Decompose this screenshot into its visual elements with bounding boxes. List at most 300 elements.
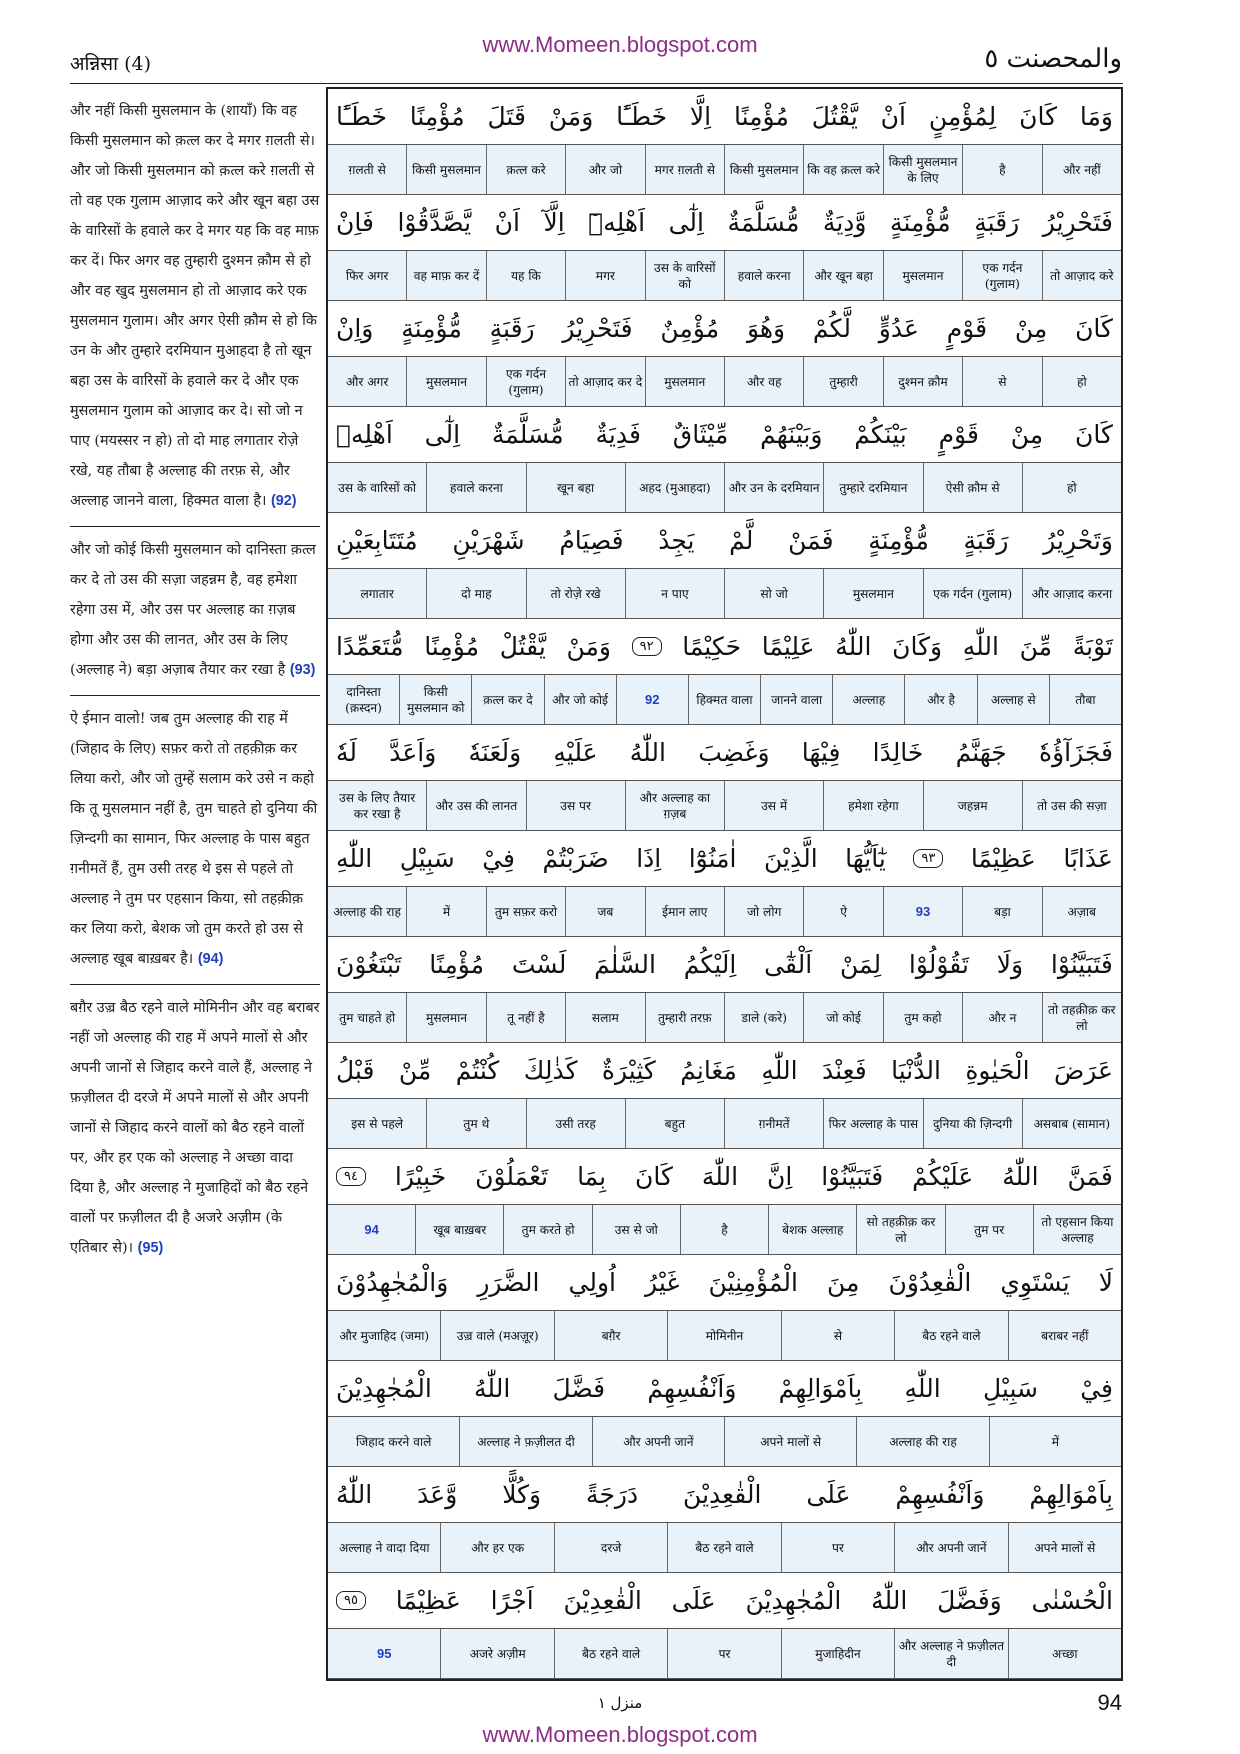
- meaning-cell: अज़ाब: [1042, 887, 1121, 936]
- arabic-word: لَسْتَ: [511, 950, 567, 980]
- meaning-cell: हो: [1022, 463, 1121, 512]
- meaning-cell: पर: [781, 1523, 894, 1572]
- arabic-word: السَّلٰمَ: [594, 950, 656, 980]
- ayah-marker: ٩٤: [336, 1167, 366, 1186]
- meaning-cell: तो एहसान किया अल्लाह: [1033, 1205, 1121, 1254]
- arabic-word: فَعِنْدَ: [821, 1056, 867, 1086]
- arabic-word: مُّؤْمِنَةٍ: [890, 208, 951, 238]
- meaning-cell: खूब बाख़बर: [415, 1205, 503, 1254]
- arabic-word: فَصِيَامُ: [559, 526, 624, 556]
- arabic-word: مُّسَلَّمَةٌ: [727, 208, 800, 238]
- arabic-word: مِّنَ: [1019, 632, 1053, 662]
- arabic-word: اَنْ: [880, 102, 906, 132]
- arabic-word: جَهَنَّمُ: [955, 738, 1007, 768]
- meaning-cell: हवाले करना: [426, 463, 525, 512]
- arabic-word: اِذَا: [636, 844, 662, 874]
- arabic-word: مُّتَعَمِّدًا: [336, 632, 404, 662]
- meaning-cell: सो तहक़ीक़ कर लो: [856, 1205, 944, 1254]
- arabic-word: اللّٰهِ: [904, 1374, 941, 1404]
- meaning-cell: खून बहा: [526, 463, 625, 512]
- translation-paragraph: [70, 993, 320, 1273]
- meaning-cell: डाले (करे): [724, 993, 803, 1042]
- meaning-row: [328, 1310, 1121, 1361]
- arabic-word: اَنْ: [494, 208, 520, 238]
- arabic-line: [328, 725, 1121, 780]
- arabic-word: دَرَجَةً: [586, 1480, 639, 1510]
- arabic-line: [328, 1149, 1121, 1204]
- arabic-word: مُّؤْمِنَةٍ: [868, 526, 929, 556]
- arabic-word: مِنْ: [1014, 314, 1048, 344]
- ayah-marker: ٩٥: [336, 1591, 366, 1610]
- arabic-line: [328, 619, 1121, 674]
- meaning-cell: दरजे: [554, 1523, 667, 1572]
- arabic-word: وَبَيْنَهُمْ: [760, 420, 823, 450]
- meaning-cell: किसी मुसलमान के लिए: [883, 145, 962, 194]
- meaning-cell: है: [962, 145, 1041, 194]
- meaning-row: [328, 886, 1121, 937]
- arabic-word: فَتَبَيَّنُوْا: [1050, 950, 1113, 980]
- meaning-cell: तौबा: [1049, 675, 1121, 724]
- meaning-cell: तुम चाहते हो: [339, 1010, 396, 1025]
- arabic-word: اِلَّآ: [543, 208, 565, 238]
- arabic-word: كَانَ: [1075, 314, 1113, 344]
- meaning-cell: अल्लाह: [832, 675, 904, 724]
- translation-paragraph: [70, 96, 320, 527]
- arabic-word: اللّٰهِ: [962, 632, 999, 662]
- arabic-word: فَدِيَةٌ: [595, 420, 641, 450]
- translation-text: ऐ ईमान वालो! जब तुम अल्लाह की राह में (जिहाद के लिए) सफ़र करो तो तहक़ीक़ कर लिया करो, और जो तुम्हें सलाम करे उसे न कहो कि तू मुसलमान नहीं है, तुम चाहते हो दुनिया की ज़िन्दगी का सामान, फिर अल्लाह के पास बहुत ग़नीमतें हैं, तुम उसी तरह थे इस से पहले तो अल्लाह ने तुम पर एहसान किया, सो तहक़ीक़ कर लिया करो, बेशक जो तुम करते हो उस से अल्लाह खूब बाख़बर है।: [70, 711, 318, 967]
- arabic-word: مُؤْمِنًا: [424, 632, 480, 662]
- arabic-word: اللّٰهُ: [474, 1374, 511, 1404]
- arabic-word: وَاَنْفُسِهِمْ: [647, 1374, 737, 1404]
- arabic-word: فِيْ: [482, 844, 516, 874]
- arabic-word: عَلَى: [671, 1586, 716, 1616]
- meaning-cell: उज़्र वाले (मअज़ूर): [440, 1311, 553, 1360]
- meaning-row: [328, 356, 1121, 407]
- meaning-cell: तुम थे: [426, 1099, 525, 1148]
- arabic-word: اِنَّ: [767, 1162, 793, 1192]
- arabic-word: بِاَمْوَالِهِمْ: [778, 1374, 863, 1404]
- arabic-word: الْقٰعِدِيْنَ: [563, 1586, 642, 1616]
- meaning-cell: मुजाहिदीन: [781, 1629, 894, 1678]
- arabic-line: [328, 1361, 1121, 1416]
- meaning-cell: सलाम: [565, 993, 644, 1042]
- meaning-row: [328, 1204, 1121, 1255]
- meaning-cell: अहद (मुआहदा): [625, 463, 724, 512]
- arabic-word: قَوْمٍ: [946, 314, 988, 344]
- meaning-cell: अल्लाह से: [977, 675, 1049, 724]
- arabic-word: لَّمْ: [729, 526, 754, 556]
- arabic-word: تَوْبَةً: [1072, 632, 1113, 662]
- meaning-cell: और आज़ाद करना: [1022, 569, 1121, 618]
- arabic-word: يَّصَّدَّقُوْا: [397, 208, 472, 238]
- arabic-word: فَتَبَيَّنُوْا: [821, 1162, 884, 1192]
- meaning-cell: इस से पहले: [351, 1116, 404, 1131]
- meaning-row: [328, 1522, 1121, 1573]
- arabic-line: [328, 1043, 1121, 1098]
- meaning-cell: जो कोई: [803, 993, 882, 1042]
- meaning-cell: हो: [1042, 357, 1121, 406]
- meaning-cell: बैठ रहने वाले: [554, 1629, 667, 1678]
- meaning-cell: एक गर्दन (गुलाम): [962, 251, 1041, 300]
- arabic-line: [328, 89, 1121, 144]
- meaning-cell: मुसलमान: [406, 993, 485, 1042]
- arabic-word: كُنْتُمْ: [455, 1056, 500, 1086]
- translation-text: बग़ैर उज़्र बैठ रहने वाले मोमिनीन और वह बराबर नहीं जो अल्लाह की राह में अपने मालों से और अपनी जानों से जिहाद करने वाले हैं, अल्लाह ने फ़ज़ीलत दी दरजे में अपने मालों से और अपनी जानों से जिहाद करने वालों को बैठ रहने वालों पर, और हर एक को अल्लाह ने अच्छा वादा दिया है, और अल्लाह ने मुजाहिदों को बैठ रहने वालों पर फ़ज़ीलत दी है अजरे अज़ीम (के एतिबार से)।: [70, 1000, 320, 1256]
- meaning-cell: 95: [377, 1645, 392, 1661]
- arabic-word: بَيْنَكُمْ: [854, 420, 907, 450]
- meaning-cell: असबाब (सामान): [1022, 1099, 1121, 1148]
- arabic-word: وَفَضَّلَ: [937, 1586, 1002, 1616]
- arabic-word: قَوْمٍ: [938, 420, 979, 450]
- meaning-row: [328, 992, 1121, 1043]
- arabic-word: وَكُلًّا: [502, 1480, 542, 1510]
- meaning-cell: उस से जो: [592, 1205, 680, 1254]
- arabic-word: وَاَعَدَّ: [389, 738, 437, 768]
- meaning-cell: तू नहीं है: [486, 993, 565, 1042]
- meaning-cell: बैठ रहने वाले: [667, 1523, 780, 1572]
- meaning-cell: दुनिया की ज़िन्दगी: [923, 1099, 1022, 1148]
- arabic-word: الْمُجٰهِدِيْنَ: [745, 1586, 842, 1616]
- arabic-word: وَتَحْرِيْرُ: [1043, 526, 1113, 556]
- meaning-cell: फिर अगर: [345, 268, 389, 283]
- arabic-word: رَقَبَةٍ: [963, 526, 1009, 556]
- arabic-word: مِنْ: [1010, 420, 1044, 450]
- meaning-cell: तुम कहो: [883, 993, 962, 1042]
- arabic-word: مَغَانِمُ: [680, 1056, 737, 1086]
- meaning-cell: 94: [364, 1221, 379, 1237]
- meaning-cell: और हर एक: [440, 1523, 553, 1572]
- translation-text: और जो कोई किसी मुसलमान को दानिस्ता क़त्ल कर दे तो उस की सज़ा जहन्नम है, वह हमेशा रहेगा उस में, और उस पर अल्लाह का ग़ज़ब होगा और उस की लानत, और उस के लिए (अल्लाह ने) बड़ा अज़ाब तैयार कर रखा है: [70, 542, 316, 678]
- meaning-cell: अपने मालों से: [1008, 1523, 1121, 1572]
- meaning-row: [328, 144, 1121, 195]
- arabic-word: لَا: [1098, 1268, 1113, 1298]
- meaning-cell: तो आज़ाद करे: [1042, 251, 1121, 300]
- meaning-cell: तो आज़ाद कर दे: [565, 357, 644, 406]
- meaning-cell: हिक्मत वाला: [688, 675, 760, 724]
- arabic-word: مُّسَلَّمَةٌ: [491, 420, 564, 450]
- meaning-cell: बड़ा: [962, 887, 1041, 936]
- meaning-cell: अपने मालों से: [724, 1417, 856, 1466]
- meaning-cell: एक गर्दन (गुलाम): [486, 357, 565, 406]
- arabic-word: اللّٰهِ: [761, 1056, 798, 1086]
- arabic-word: عَلِيْمًا: [761, 632, 815, 662]
- meaning-cell: 93: [883, 887, 962, 936]
- arabic-word: وَّدِيَةٌ: [822, 208, 867, 238]
- arabic-word: فَمَنَّ: [1067, 1162, 1113, 1192]
- arabic-word: بِمَا: [577, 1162, 607, 1192]
- ayah-marker: ٩٢: [632, 637, 662, 656]
- meaning-cell: मगर: [565, 251, 644, 300]
- meaning-cell: जो लोग: [724, 887, 803, 936]
- meaning-cell: जिहाद करने वाले: [356, 1434, 432, 1449]
- arabic-word: الضَّرَرِ: [477, 1268, 540, 1298]
- meaning-row: [328, 1416, 1121, 1467]
- arabic-word: اُولِي: [568, 1268, 616, 1298]
- arabic-word: اِلَيْكُمُ: [683, 950, 737, 980]
- meaning-cell: ग़लती से: [348, 162, 386, 177]
- meaning-cell: तो उस की सज़ा: [1022, 781, 1121, 830]
- meaning-cell: ऐ: [803, 887, 882, 936]
- arabic-word: تَقُوْلُوْا: [908, 950, 969, 980]
- arabic-word: كَانَ: [1019, 102, 1057, 132]
- arabic-word: تَبْتَغُوْنَ: [336, 950, 402, 980]
- meaning-row: [328, 780, 1121, 831]
- meaning-cell: और जो कोई: [544, 675, 616, 724]
- meaning-cell: दानिस्ता (क़स्दन): [345, 684, 382, 715]
- arabic-word: الْحَيٰوةِ: [965, 1056, 1030, 1086]
- arabic-word: فَضَّلَ: [552, 1374, 606, 1404]
- arabic-word: ضَرَبْتُمْ: [542, 844, 609, 874]
- meaning-cell: और है: [904, 675, 976, 724]
- meaning-cell: वह माफ़ कर दें: [406, 251, 485, 300]
- meaning-cell: एक गर्दन (गुलाम): [923, 569, 1022, 618]
- meaning-cell: और अपनी जानें: [592, 1417, 724, 1466]
- meaning-cell: किसी मुसलमान: [406, 145, 485, 194]
- arabic-line: [328, 1467, 1121, 1522]
- arabic-word: شَهْرَيْنِ: [452, 526, 525, 556]
- meaning-cell: जब: [565, 887, 644, 936]
- arabic-word: يَسْتَوِي: [1000, 1268, 1070, 1298]
- meaning-cell: जानने वाला: [760, 675, 832, 724]
- translation-text: और नहीं किसी मुसलमान के (शायाँ) कि वह किसी मुसलमान को क़त्ल कर दे मगर ग़लती से। और जो किसी मुसलमान को क़त्ल करे ग़लती से तो वह एक गुलाम आज़ाद करे और खून बहा उस के वारिसों के हवाले कर दे मगर यह कि वह माफ़ कर दें। फिर अगर वह तुम्हारी दुश्मन क़ौम से हो और वह खुद मुसलमान हो तो आज़ाद करे एक मुसलमान गुलाम। और अगर ऐसी क़ौम से हो कि उन के और तुम्हारे दरमियान मुआहदा है तो खून बहा उस के वारिसों के हवाले कर दे और एक मुसलमान गुलाम को आज़ाद कर दे। सो जो न पाए (मयस्सर न हो) तो दो माह लगातार रोज़े रखे, यह तौबा है अल्लाह की तरफ़ से, और अल्लाह जानने वाला, हिक्मत वाला है।: [70, 103, 320, 509]
- meaning-cell: और खून बहा: [803, 251, 882, 300]
- arabic-word: اللّٰهُ: [835, 632, 872, 662]
- arabic-word: عَلَيْكُمْ: [912, 1162, 974, 1192]
- arabic-word: وَالْمُجٰهِدُوْنَ: [336, 1268, 449, 1298]
- arabic-word: يَّقْتُلَ: [811, 102, 858, 132]
- verse-number: (94): [197, 951, 224, 967]
- arabic-word: وَمَنْ: [566, 632, 611, 662]
- meaning-row: [328, 568, 1121, 619]
- arabic-word: الْقٰعِدِيْنَ: [683, 1480, 762, 1510]
- meaning-cell: तुम्हारे दरमियान: [823, 463, 922, 512]
- meaning-cell: ऐसी क़ौम से: [923, 463, 1022, 512]
- arabic-word: خَطَـًٔا: [616, 102, 668, 132]
- meaning-cell: हवाले करना: [724, 251, 803, 300]
- meaning-cell: उस में: [724, 781, 823, 830]
- arabic-line: [328, 1573, 1121, 1628]
- arabic-word: قَتَلَ: [487, 102, 526, 132]
- arabic-word: الْحُسْنٰى: [1031, 1586, 1113, 1616]
- arabic-line: [328, 513, 1121, 568]
- word-by-word-grid: [326, 87, 1123, 1681]
- surah-name-left: अन्निसा (4): [70, 53, 151, 75]
- meaning-cell: अल्लाह ने फ़ज़ीलत दी: [459, 1417, 591, 1466]
- arabic-word: الَّذِيْنَ: [763, 844, 818, 874]
- verse-number: (92): [271, 493, 297, 509]
- ayah-marker: ٩٣: [913, 849, 943, 868]
- arabic-word: كَانَ: [1075, 420, 1113, 450]
- meaning-cell: और अल्लाह ने फ़ज़ीलत दी: [894, 1629, 1007, 1678]
- arabic-word: فِيْهَا: [801, 738, 841, 768]
- arabic-word: اَلْقٰٓى: [764, 950, 813, 980]
- meaning-cell: उस पर: [526, 781, 625, 830]
- meaning-cell: और मुजाहिद (जमा): [339, 1328, 430, 1343]
- arabic-word: مُؤْمِنًا: [409, 102, 465, 132]
- arabic-word: تَعْمَلُوْنَ: [475, 1162, 549, 1192]
- meaning-cell: बेशक अल्लाह: [768, 1205, 856, 1254]
- arabic-word: وَّعَدَ: [417, 1480, 458, 1510]
- meaning-cell: ग़नीमतें: [724, 1099, 823, 1148]
- arabic-word: اٰمَنُوْٓا: [688, 844, 737, 874]
- meaning-cell: और अपनी जानें: [894, 1523, 1007, 1572]
- arabic-word: مُؤْمِنًا: [733, 102, 789, 132]
- meaning-cell: से: [962, 357, 1041, 406]
- arabic-word: اِلٰٓى: [424, 420, 461, 450]
- arabic-word: يٰٓاَيُّهَا: [845, 844, 886, 874]
- arabic-word: خَالِدًا: [872, 738, 924, 768]
- arabic-word: اللّٰهُ: [1002, 1162, 1039, 1192]
- arabic-word: الدُّنْيَا: [891, 1056, 941, 1086]
- arabic-word: اِلَّا: [689, 102, 712, 132]
- arabic-word: عَرَضَ: [1054, 1056, 1113, 1086]
- arabic-line: [328, 195, 1121, 250]
- meaning-cell: बराबर नहीं: [1008, 1311, 1121, 1360]
- arabic-word: حَكِيْمًا: [682, 632, 742, 662]
- site-url-bottom[interactable]: www.Momeen.blogspot.com: [482, 1722, 758, 1747]
- arabic-word: وَكَانَ: [892, 632, 943, 662]
- arabic-word: اللّٰهِ: [336, 844, 373, 874]
- arabic-word: عَدُوٍّ: [878, 314, 919, 344]
- translation-column: [70, 96, 320, 1281]
- meaning-cell: मुसलमान: [406, 357, 485, 406]
- arabic-word: فَمَنْ: [788, 526, 834, 556]
- arabic-line: [328, 937, 1121, 992]
- meaning-cell: मोमिनीन: [667, 1311, 780, 1360]
- meaning-cell: क़त्ल कर दे: [471, 675, 543, 724]
- arabic-word: لَّكُمْ: [812, 314, 851, 344]
- meaning-cell: अजरे अज़ीम: [440, 1629, 553, 1678]
- meaning-cell: बहुत: [625, 1099, 724, 1148]
- arabic-word: لِمُؤْمِنٍ: [928, 102, 997, 132]
- arabic-line: [328, 1255, 1121, 1310]
- meaning-cell: है: [680, 1205, 768, 1254]
- arabic-word: غَيْرُ: [645, 1268, 680, 1298]
- arabic-word: بِاَمْوَالِهِمْ: [1029, 1480, 1113, 1510]
- page-number: 94: [1097, 1690, 1122, 1715]
- arabic-word: مِنَ: [827, 1268, 860, 1298]
- arabic-word: مِّنْ: [398, 1056, 432, 1086]
- meaning-row: [328, 1628, 1121, 1679]
- meaning-cell: और न: [962, 993, 1041, 1042]
- meaning-cell: उस के वारिसों को: [645, 251, 724, 300]
- arabic-word: فَاِنْ: [336, 208, 374, 238]
- arabic-word: كَذٰلِكَ: [523, 1056, 578, 1086]
- arabic-word: رَقَبَةٍ: [974, 208, 1020, 238]
- meaning-cell: किसी मुसलमान: [724, 145, 803, 194]
- meaning-cell: दो माह: [426, 569, 525, 618]
- arabic-word: لِمَنْ: [839, 950, 882, 980]
- meaning-row: [328, 250, 1121, 301]
- manzil-label: منزل ١: [597, 1694, 643, 1712]
- arabic-line: [328, 407, 1121, 462]
- meaning-cell: 92: [616, 675, 688, 724]
- arabic-word: وَلَعَنَهٗ: [468, 738, 522, 768]
- meaning-cell: जहन्नम: [923, 781, 1022, 830]
- site-url-top[interactable]: www.Momeen.blogspot.com: [482, 32, 758, 57]
- arabic-word: خَطَـًٔا: [336, 102, 387, 132]
- arabic-word: مُتَتَابِعَيْنِ: [336, 526, 418, 556]
- meaning-cell: अच्छा: [1008, 1629, 1121, 1678]
- arabic-word: رَقَبَةٍ: [489, 314, 535, 344]
- meaning-cell: अल्लाह की राह: [856, 1417, 988, 1466]
- arabic-word: مُؤْمِنًا: [429, 950, 485, 980]
- meaning-cell: यह कि: [486, 251, 565, 300]
- arabic-word: وَاِنْ: [336, 314, 374, 344]
- arabic-word: عَذَابًا: [1063, 844, 1113, 874]
- meaning-cell: और अगर: [345, 374, 389, 389]
- meaning-cell: पर: [667, 1629, 780, 1678]
- meaning-cell: दुश्मन क़ौम: [883, 357, 962, 406]
- arabic-word: الْمُؤْمِنِيْنَ: [708, 1268, 798, 1298]
- arabic-word: اَهْلِهٖٓ: [588, 208, 646, 238]
- arabic-word: اللّٰهَ: [701, 1162, 739, 1192]
- arabic-word: فِيْ: [1080, 1374, 1113, 1404]
- arabic-word: مِّيْثَاقٌ: [672, 420, 729, 450]
- arabic-word: سَبِيْلِ: [399, 844, 455, 874]
- meaning-cell: मुसलमान: [823, 569, 922, 618]
- arabic-word: قَبْلُ: [336, 1056, 375, 1086]
- meaning-cell: तुम्हारी तरफ़: [645, 993, 724, 1042]
- arabic-word: يَجِدْ: [658, 526, 695, 556]
- arabic-word: وَهُوَ: [746, 314, 786, 344]
- meaning-cell: ईमान लाए: [645, 887, 724, 936]
- meaning-cell: और नहीं: [1042, 145, 1121, 194]
- meaning-cell: बैठ रहने वाले: [894, 1311, 1007, 1360]
- meaning-cell: और उस की लानत: [426, 781, 525, 830]
- arabic-word: فَتَحْرِيْرُ: [562, 314, 633, 344]
- arabic-line: [328, 831, 1121, 886]
- meaning-cell: तुम सफ़र करो: [486, 887, 565, 936]
- arabic-word: لَهٗ: [336, 738, 358, 768]
- meaning-cell: तुम्हारी: [803, 357, 882, 406]
- meaning-cell: मुसलमान: [645, 357, 724, 406]
- arabic-word: خَبِيْرًا: [394, 1162, 447, 1192]
- arabic-word: عَلَيْهِ: [553, 738, 598, 768]
- meaning-cell: में: [406, 887, 485, 936]
- arabic-word: الْقٰعِدُوْنَ: [888, 1268, 972, 1298]
- arabic-word: عَظِيْمًا: [970, 844, 1036, 874]
- meaning-cell: अल्लाह की राह: [333, 904, 401, 919]
- arabic-word: عَظِيْمًا: [395, 1586, 461, 1616]
- arabic-word: اَهْلِهٖ: [336, 420, 393, 450]
- meaning-cell: और वह: [724, 357, 803, 406]
- meaning-cell: में: [989, 1417, 1121, 1466]
- arabic-word: عَلَى: [806, 1480, 851, 1510]
- verse-number: (93): [289, 662, 316, 678]
- meaning-cell: और उन के दरमियान: [724, 463, 823, 512]
- arabic-word: كَانَ: [635, 1162, 673, 1192]
- arabic-word: وَمَنْ: [548, 102, 594, 132]
- arabic-word: كَثِيْرَةٌ: [601, 1056, 656, 1086]
- meaning-cell: तो रोज़े रखे: [526, 569, 625, 618]
- arabic-word: الْمُجٰهِدِيْنَ: [336, 1374, 432, 1404]
- meaning-cell: फिर अल्लाह के पास: [823, 1099, 922, 1148]
- meaning-cell: सो जो: [724, 569, 823, 618]
- meaning-cell: कि वह क़त्ल करे: [803, 145, 882, 194]
- juz-name-right: والمحصنت ٥: [984, 44, 1122, 74]
- meaning-row: [328, 674, 1121, 725]
- arabic-word: فَتَحْرِيْرُ: [1042, 208, 1113, 238]
- meaning-cell: उस के वारिसों को: [338, 480, 417, 495]
- translation-paragraph: [70, 704, 320, 985]
- meaning-cell: हमेशा रहेगा: [823, 781, 922, 830]
- meaning-cell: और अल्लाह का ग़ज़ब: [625, 781, 724, 830]
- arabic-word: مُؤْمِنٌ: [660, 314, 720, 344]
- meaning-cell: और जो: [565, 145, 644, 194]
- meaning-row: [328, 462, 1121, 513]
